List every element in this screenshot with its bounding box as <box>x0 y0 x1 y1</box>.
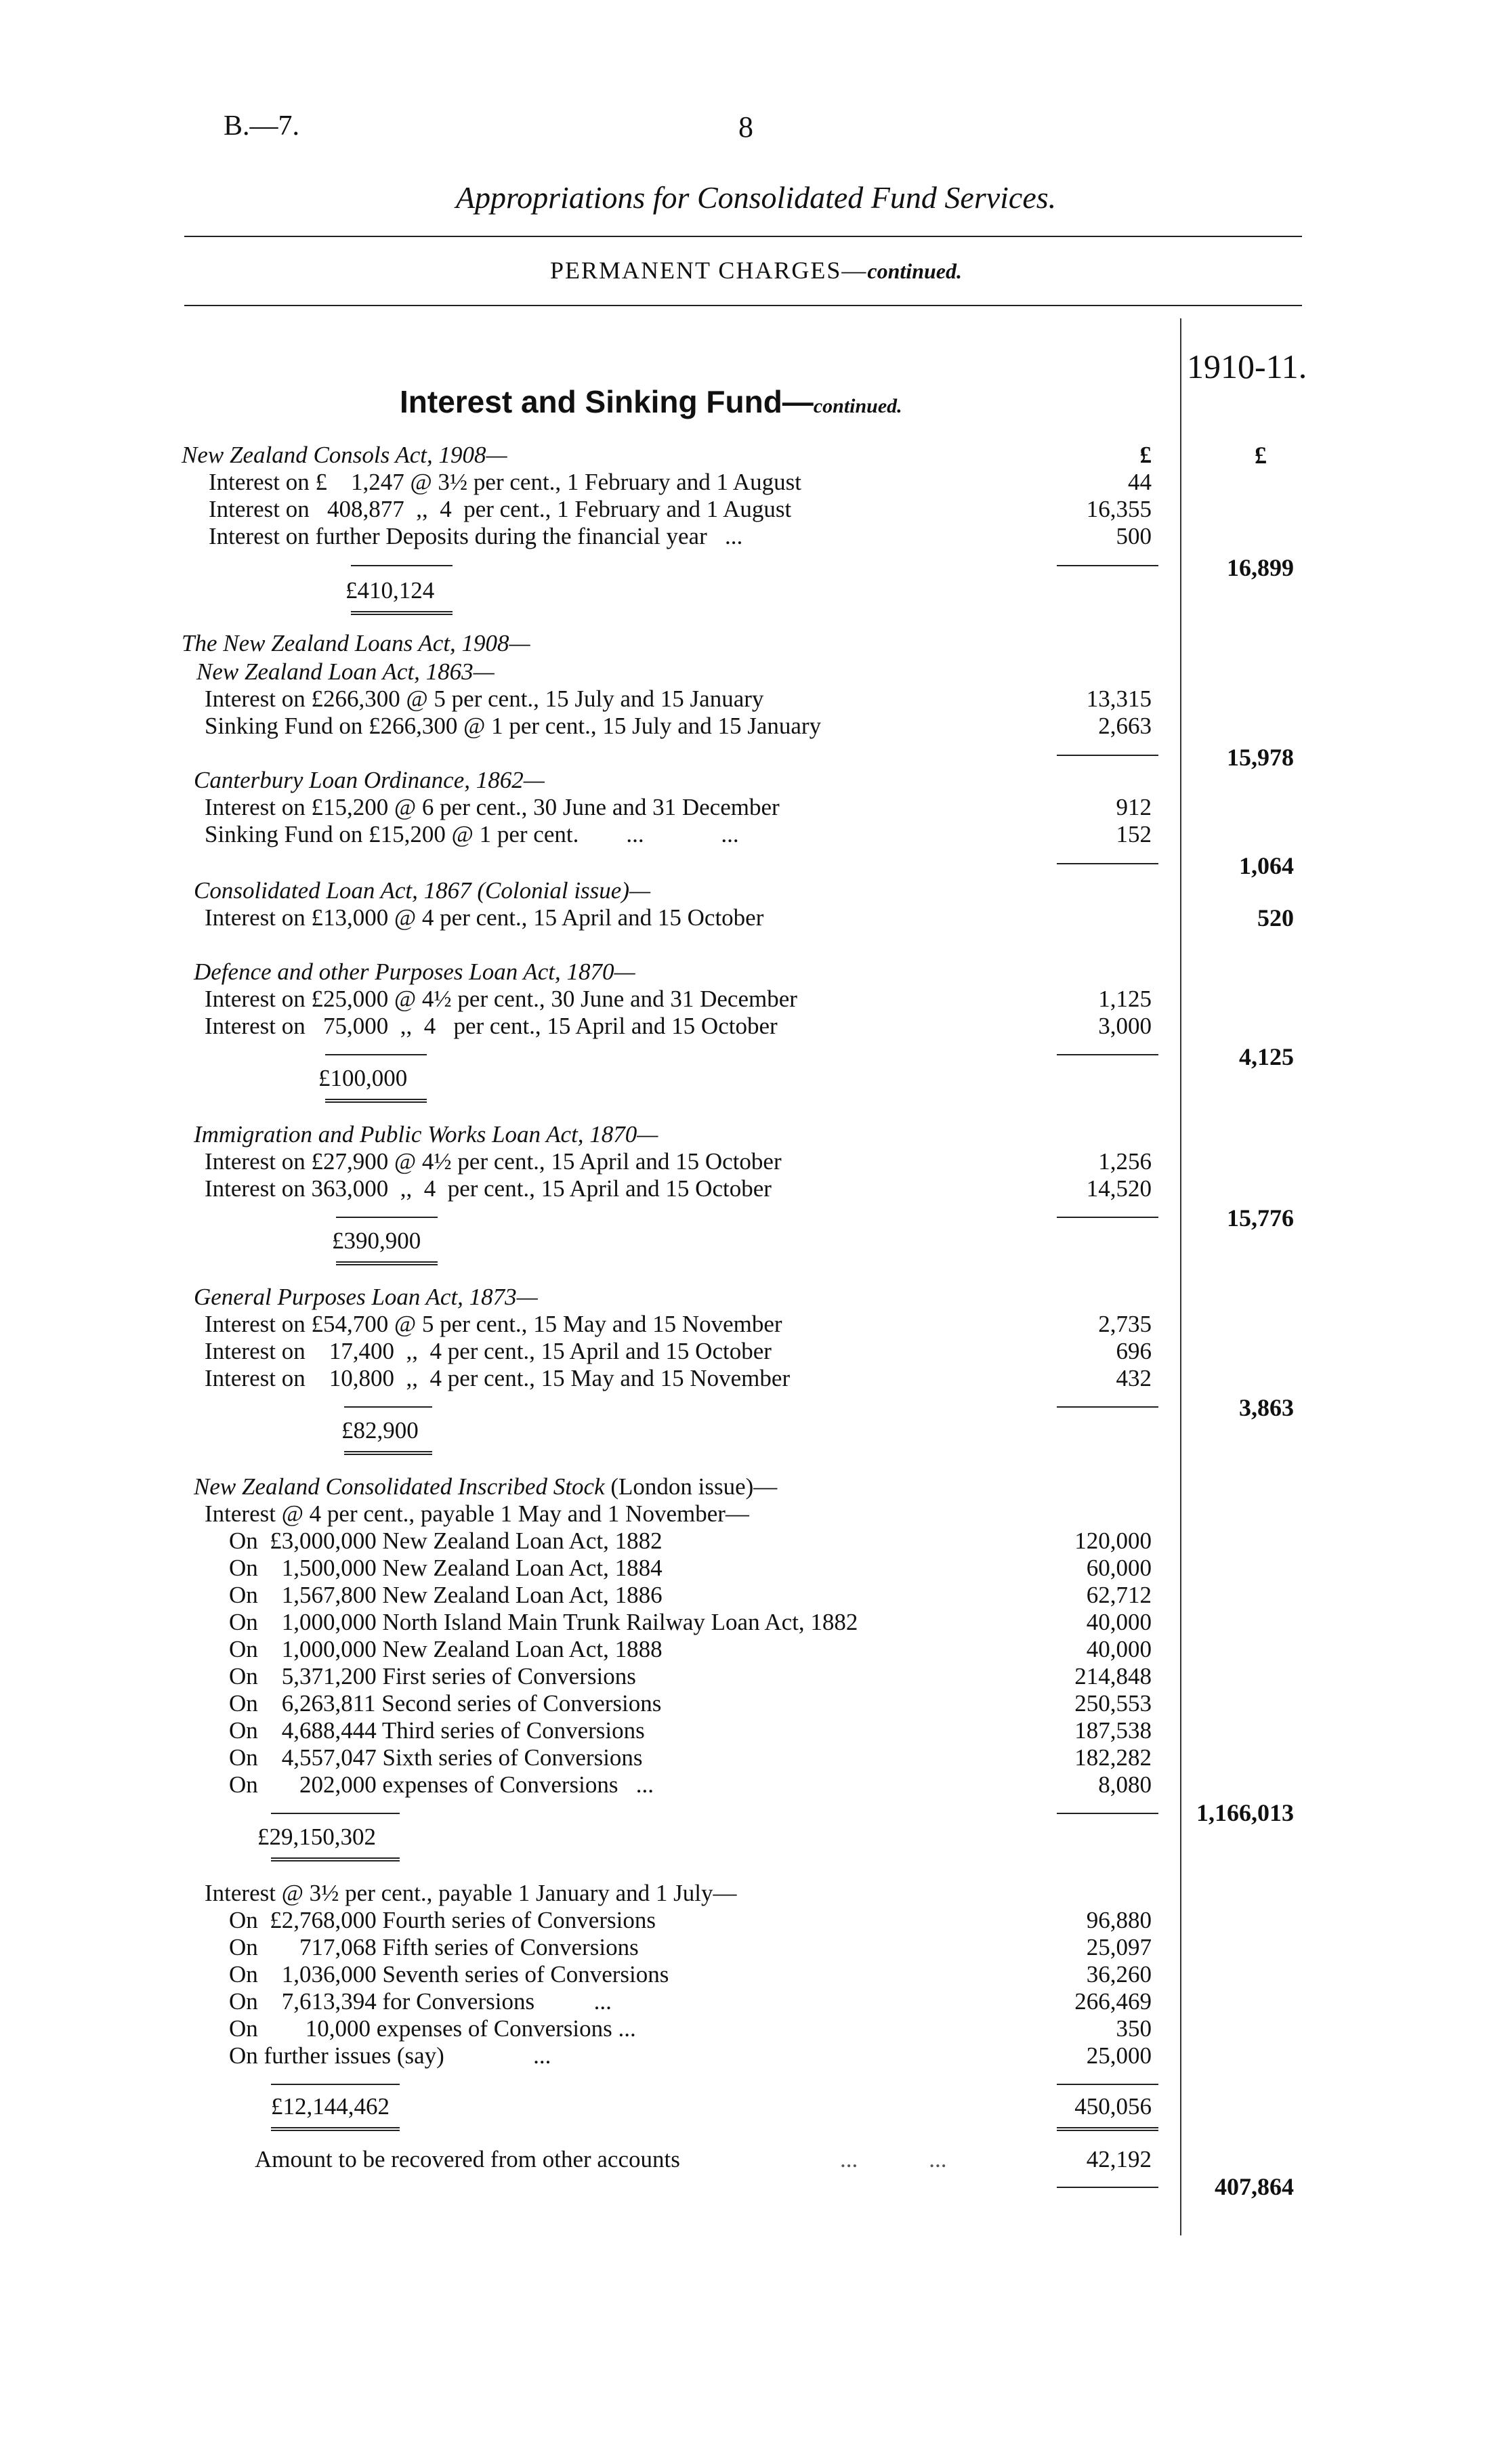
principal: £29,150,302 <box>257 1824 376 1850</box>
line-item: On 4,688,444 Third series of Conversions <box>229 1717 645 1744</box>
block-heading: Defence and other Purposes Loan Act, 1870— <box>194 959 635 985</box>
subtotal-rule <box>1057 1054 1158 1055</box>
section-title-text: Interest and Sinking Fund— <box>400 384 814 419</box>
line-item: On 1,036,000 Seventh series of Conversions <box>229 1961 669 1987</box>
line-item: Interest on £25,000 @ 4½ per cent., 30 June and 31 December <box>205 986 797 1012</box>
line-item: On 1,000,000 New Zealand Loan Act, 1888 <box>229 1636 663 1662</box>
principal: £390,900 <box>332 1227 421 1254</box>
principal: £12,144,462 <box>271 2093 390 2120</box>
section-title <box>400 383 902 420</box>
subtotal-rule <box>1057 1406 1158 1408</box>
rule-second <box>184 305 1302 306</box>
document-reference: B.—7. <box>224 110 300 142</box>
principal-double-rule <box>271 1857 400 1861</box>
page-title: Appropriations for Consolidated Fund Services. <box>455 180 1057 215</box>
subtotal-rule <box>1057 565 1158 566</box>
line-item: On 202,000 expenses of Conversions ... <box>229 1771 654 1798</box>
block-total: 15,776 <box>1227 1204 1294 1232</box>
principal-double-rule <box>325 1099 427 1103</box>
principal-double-rule <box>344 1451 432 1455</box>
amount: 25,097 <box>1086 1934 1152 1960</box>
line-item: On 7,613,394 for Conversions ... <box>229 1988 612 2015</box>
amount: 1,125 <box>1098 986 1152 1012</box>
amount: 250,553 <box>1074 1690 1152 1717</box>
amount: 13,315 <box>1086 686 1152 712</box>
amount: 16,355 <box>1086 496 1152 522</box>
line-item: On 5,371,200 First series of Conversions <box>229 1663 636 1689</box>
amount: 500 <box>1116 523 1152 549</box>
amount: 2,735 <box>1098 1311 1152 1337</box>
line-item: Interest on £ 1,247 @ 3½ per cent., 1 February and 1 August <box>209 469 801 495</box>
principal-rule <box>336 1217 438 1218</box>
amount: 14,520 <box>1086 1175 1152 1202</box>
subtotal-rule <box>1057 2084 1158 2085</box>
line-item: On 1,000,000 North Island Main Trunk Railway Loan Act, 1882 <box>229 1609 858 1635</box>
block-total: 3,863 <box>1239 1394 1294 1421</box>
line-item: On £3,000,000 New Zealand Loan Act, 1882 <box>229 1528 663 1554</box>
amount: 182,282 <box>1074 1744 1152 1771</box>
block-heading: General Purposes Loan Act, 1873— <box>194 1284 538 1310</box>
amount: 8,080 <box>1098 1771 1152 1798</box>
subtotal-rule <box>1057 755 1158 756</box>
amount: 350 <box>1116 2015 1152 2042</box>
principal: £82,900 <box>341 1417 419 1444</box>
page-number: 8 <box>738 110 753 144</box>
block-total: 1,064 <box>1239 852 1294 879</box>
line-item: Sinking Fund on £15,200 @ 1 per cent. ... ... <box>205 821 739 847</box>
line-item: On further issues (say) ... <box>229 2042 551 2069</box>
principal-double-rule <box>336 1261 438 1265</box>
amount: 62,712 <box>1086 1582 1152 1608</box>
block-total: 1,166,013 <box>1196 1799 1294 1826</box>
principal: £410,124 <box>345 577 435 604</box>
recovery-amount: 42,192 <box>1086 2146 1152 2172</box>
line-item: Interest on £15,200 @ 6 per cent., 30 June and 31 December <box>205 794 780 820</box>
amount: 40,000 <box>1086 1609 1152 1635</box>
line-item: On 10,000 expenses of Conversions ... <box>229 2015 636 2042</box>
amount: 3,000 <box>1098 1013 1152 1039</box>
subtotal-double-rule <box>1057 2127 1158 2131</box>
principal-rule <box>351 565 453 566</box>
amount: 266,469 <box>1074 1988 1152 2015</box>
line-item: On 1,500,000 New Zealand Loan Act, 1884 <box>229 1555 663 1581</box>
line-item: On 6,263,811 Second series of Conversions <box>229 1690 662 1717</box>
amount: 40,000 <box>1086 1636 1152 1662</box>
block-subheading: Interest @ 3½ per cent., payable 1 January and 1 July— <box>205 1880 737 1906</box>
principal-double-rule <box>271 2127 400 2131</box>
line-item: Interest on £13,000 @ 4 per cent., 15 April and 15 October <box>205 904 764 931</box>
subtotal-rule <box>1057 863 1158 864</box>
subheading-main: PERMANENT CHARGES— <box>550 257 868 284</box>
line-item: On £2,768,000 Fourth series of Conversions <box>229 1907 656 1933</box>
line-item: Sinking Fund on £266,300 @ 1 per cent., 15 July and 15 January <box>205 713 822 739</box>
line-item: On 1,567,800 New Zealand Loan Act, 1886 <box>229 1582 663 1608</box>
block-total: 15,978 <box>1227 744 1294 771</box>
amount: 96,880 <box>1086 1907 1152 1933</box>
line-item: Interest on 408,877 ,, 4 per cent., 1 February and 1 August <box>209 496 792 522</box>
subtotal: 450,056 <box>1074 2093 1152 2120</box>
block-subheading: New Zealand Loan Act, 1863— <box>196 658 495 685</box>
section-title-continued: continued. <box>813 395 902 417</box>
subtotal-rule <box>1057 1217 1158 1218</box>
block-heading-rest: (London issue)— <box>604 1473 778 1500</box>
block-total: 4,125 <box>1239 1043 1294 1070</box>
amount: 60,000 <box>1086 1555 1152 1581</box>
line-item: Interest on £54,700 @ 5 per cent., 15 May and 15 November <box>205 1311 782 1337</box>
subtotal-rule <box>1057 2187 1158 2188</box>
line-item: Interest on £266,300 @ 5 per cent., 15 July and 15 January <box>205 686 764 712</box>
line-item: Interest on 363,000 ,, 4 per cent., 15 April and 15 October <box>205 1175 772 1202</box>
recovery-label: Amount to be recovered from other accounts <box>255 2146 680 2172</box>
principal-double-rule <box>351 611 453 615</box>
line-item: On 717,068 Fifth series of Conversions <box>229 1934 639 1960</box>
leader-dots: ... ... <box>840 2146 947 2172</box>
line-item: Interest on 10,800 ,, 4 per cent., 15 May and 15 November <box>205 1365 791 1391</box>
amount: 214,848 <box>1074 1663 1152 1689</box>
principal-rule <box>344 1406 432 1408</box>
principal: £100,000 <box>318 1065 408 1091</box>
block-heading: New Zealand Consols Act, 1908— <box>182 442 507 468</box>
line-item: On 4,557,047 Sixth series of Conversions <box>229 1744 643 1771</box>
amount: 1,256 <box>1098 1148 1152 1175</box>
subtotal-rule <box>1057 1813 1158 1814</box>
year-column-heading: 1910-11. <box>1187 348 1307 385</box>
principal-rule <box>271 2084 400 2085</box>
block-subheading: Interest @ 4 per cent., payable 1 May and 1 November— <box>205 1500 749 1527</box>
amount: 36,260 <box>1086 1961 1152 1987</box>
amount: 187,538 <box>1074 1717 1152 1744</box>
amount: 152 <box>1116 821 1152 847</box>
block-heading: Immigration and Public Works Loan Act, 1870— <box>194 1121 658 1148</box>
subheading-continued: continued. <box>867 259 962 283</box>
block-heading <box>194 1473 777 1500</box>
amount: 696 <box>1116 1338 1152 1364</box>
amount: 2,663 <box>1098 713 1152 739</box>
block-total: 16,899 <box>1227 554 1294 581</box>
subheading <box>0 256 1512 285</box>
currency-sign-amount: £ <box>1139 442 1152 468</box>
principal-rule <box>325 1054 427 1055</box>
block-heading: The New Zealand Loans Act, 1908— <box>182 630 530 656</box>
block-total: 407,864 <box>1215 2173 1294 2200</box>
line-item: Interest on £27,900 @ 4½ per cent., 15 April and 15 October <box>205 1148 782 1175</box>
amount: 44 <box>1128 469 1152 495</box>
block-heading-title: New Zealand Consolidated Inscribed Stock <box>194 1473 605 1500</box>
rule-top <box>184 236 1302 237</box>
currency-sign-total: £ <box>1255 442 1267 469</box>
block-heading: Canterbury Loan Ordinance, 1862— <box>194 767 545 793</box>
block-total: 520 <box>1257 904 1294 931</box>
amount: 912 <box>1116 794 1152 820</box>
principal-rule <box>271 1813 400 1814</box>
line-item: Interest on 75,000 ,, 4 per cent., 15 April and 15 October <box>205 1013 778 1039</box>
block-heading: Consolidated Loan Act, 1867 (Colonial issue)— <box>194 877 651 904</box>
line-item: Interest on 17,400 ,, 4 per cent., 15 April and 15 October <box>205 1338 772 1364</box>
amount: 120,000 <box>1074 1528 1152 1554</box>
column-divider <box>1180 318 1181 2235</box>
line-item: Interest on further Deposits during the financial year ... <box>209 523 743 549</box>
amount: 25,000 <box>1086 2042 1152 2069</box>
amount: 432 <box>1116 1365 1152 1391</box>
